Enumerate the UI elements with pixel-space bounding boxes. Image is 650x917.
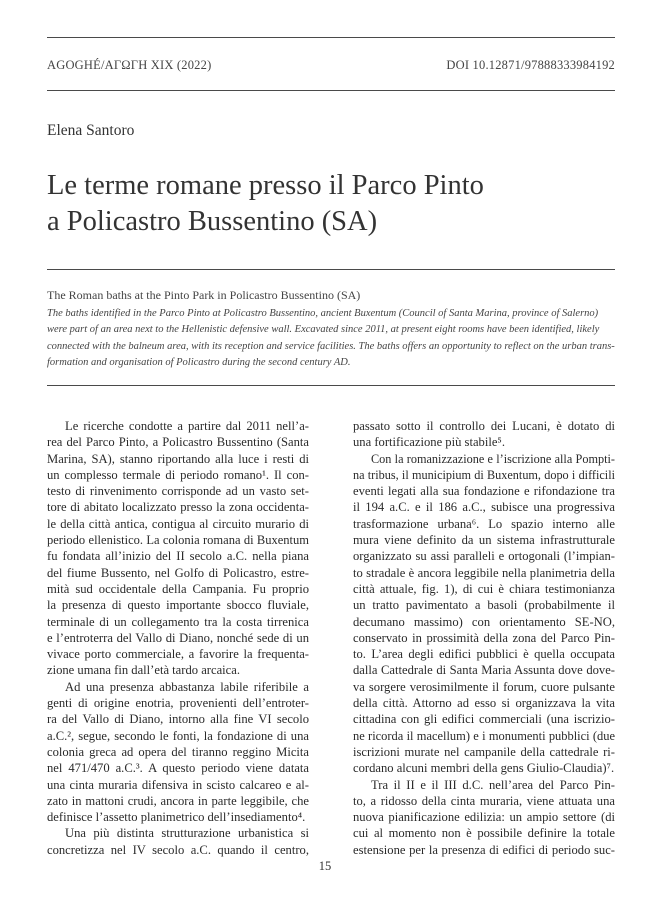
body-line: zione umana fin dall’età tardo arcaica.	[47, 663, 240, 678]
body-line: to stradale è ancora leggibile nella planimetria della	[353, 565, 615, 580]
body-line: tore di abitato localizzato presso la zona occidenta-	[47, 500, 309, 515]
body-line: Le ricerche condotte a partire dal 2011 nell’a-	[65, 419, 309, 433]
article-title	[47, 168, 615, 240]
body-line: nuova pianificazione edilizia: un ampio settore (di	[353, 810, 615, 825]
body-line: definisce l’assetto planimetrico dell’insediamento⁴.	[47, 810, 306, 825]
english-title: The Roman baths at the Pinto Park in Policastro Bussentino (SA)	[47, 288, 361, 302]
body-line: iscrizioni murate nel campanile della cattedrale ri-	[353, 744, 615, 759]
body-line: le della città antica, contigua al circuito murario di	[47, 516, 309, 531]
top-rule	[47, 37, 615, 38]
page-number: 15	[318, 859, 332, 873]
body-line: passato sotto il controllo dei Lucani, è dotato di	[353, 419, 615, 433]
body-line: mura viene definito da un sistema infrastrutturale	[353, 533, 615, 548]
body-line: to, a ridosso della cinta muraria, viene attuata una	[353, 793, 615, 808]
body-line: rea del Parco Pinto, a Policastro Bussentino (Santa	[47, 435, 309, 450]
abstract-rule	[47, 385, 615, 386]
body-line: il 194 a.C. e il 186 a.C., subisce una progressiva	[353, 500, 615, 515]
body-line: periodo ellenistico. La colonia romana di Buxentum	[47, 533, 309, 548]
body-line: conservato in prossimità della zona del Parco Pin-	[353, 630, 615, 645]
abstract-line: formation and organisation of Policastro during the second century AD.	[47, 356, 351, 368]
body-line: zato in mattoni crudi, ancora in parte leggibile, che	[47, 793, 309, 808]
body-line: to. L’area degli edifici pubblici è quella occupata	[353, 647, 615, 662]
body-column-right	[353, 418, 615, 858]
body-line: mità sud occidentale della Campania. Fu proprio	[47, 581, 309, 596]
body-line: fu fondata all’inizio del II secolo a.C. nella piana	[47, 549, 309, 564]
body-line: estensione per la presenza di edifici di periodo suc-	[353, 842, 615, 857]
title-line: Le terme romane presso il Parco Pinto	[47, 170, 484, 201]
author-name: Elena Santoro	[47, 122, 135, 139]
journal-name: AGOGHÉ/ΑΓΩΓΗ XIX (2022)	[47, 58, 212, 72]
body-line: colonia greca ad opera del tiranno reggino Micita	[47, 744, 309, 759]
body-line: na tribus, il municipium di Buxentum, dopo i difficili	[353, 467, 615, 482]
body-line: nel 471/470 a.C.³. A questo periodo viene datata	[47, 761, 309, 776]
body-line: Ad una presenza abbastanza labile riferibile a	[65, 679, 309, 694]
body-line: dalla Cattedrale di Santa Maria Assunta dove dove-	[353, 663, 615, 678]
abstract	[47, 306, 615, 371]
body-line: vivace porto commerciale, a favorire la frequenta-	[47, 647, 309, 662]
body-line: Marina, SA), stanno riportando alla luce i resti di	[47, 451, 309, 466]
body-line: della città. Attorno ad esso si organizzava la vita	[353, 696, 615, 711]
body-line: ra del Vallo di Diano, intorno alla fine VI secolo	[47, 712, 309, 727]
body-line: cordano alcuni membri della gens Giulio-Claudia)⁷.	[353, 761, 615, 776]
body-line: un tratto pavimentato a basoli (probabilmente il	[353, 598, 615, 613]
body-line: Con la romanizzazione e l’iscrizione alla Pompti-	[371, 451, 615, 466]
body-line: una fortificazione più stabile⁵.	[353, 435, 505, 450]
abstract-line: The baths identified in the Parco Pinto at Policastro Bussentino, ancient Buxentum (Council of Santa Marina, province of Salerno)	[47, 308, 599, 319]
body-line: città attuale, fig. 1), di cui è chiara testimonianza	[353, 581, 615, 596]
body-line: Una più distinta strutturazione urbanistica si	[65, 826, 309, 841]
body-line: e l’entroterra del Vallo di Diano, nonché sede di un	[47, 630, 309, 645]
body-line: terminale di un collegamento tra la costa tirrenica	[47, 614, 309, 629]
body-line: un complesso termale di periodo romano¹. Il con-	[47, 467, 309, 482]
body-line: genti di origine enotria, provenienti dell’entroter-	[47, 696, 309, 711]
body-line: Tra il II e il III d.C. nell’area del Parco Pin-	[371, 777, 615, 792]
body-line: cittadina con gli edifici commerciali (una iscrizio-	[353, 712, 615, 727]
body-line: del fiume Bussento, nel Golfo di Policastro, estre-	[47, 565, 309, 580]
body-line: eventi legati alla sua fondazione e rifondazione tra	[353, 484, 615, 499]
body-line: organizzato su assi paralleli e ortogonali (l’impian-	[353, 549, 615, 564]
body-line: la presenza di questo importante sbocco fluviale,	[47, 598, 309, 613]
abstract-line: connected with the balneum area, with its reception and service facilities. The baths offers an opportunity to reflect on the urban trans-	[47, 340, 615, 352]
body-column-left	[47, 418, 309, 858]
body-line: a.C.², segue, secondo le fonti, la fondazione di una	[47, 728, 309, 743]
header-rule	[47, 90, 615, 91]
body-line: testo di rinvenimento corrisponde ad un vasto set-	[47, 484, 309, 499]
title-line: a Policastro Bussentino (SA)	[47, 206, 378, 237]
title-rule	[47, 269, 615, 270]
body-line: va sorgere verosimilmente il forum, cuore pulsante	[353, 679, 615, 694]
body-line: cui al momento non è possibile definire la totale	[353, 826, 615, 841]
body-line: una cinta muraria difensiva in scisto calcareo e al-	[47, 777, 309, 792]
body-line: ne ricorda il macellum) e i monumenti pubblici (due	[353, 728, 615, 743]
body-line: concretizza nel IV secolo a.C. quando il centro,	[47, 842, 309, 857]
doi: DOI 10.12871/97888333984192	[446, 58, 615, 72]
abstract-line: were part of an area next to the Hellenistic defensive wall. Excavated since 2011, at present eight rooms have been identified, likely	[47, 324, 600, 336]
body-line: decumano massimo) con orientamento SE-NO,	[353, 614, 615, 629]
body-line: trasformazione urbana⁶. Lo spazio interno alle	[353, 516, 615, 531]
